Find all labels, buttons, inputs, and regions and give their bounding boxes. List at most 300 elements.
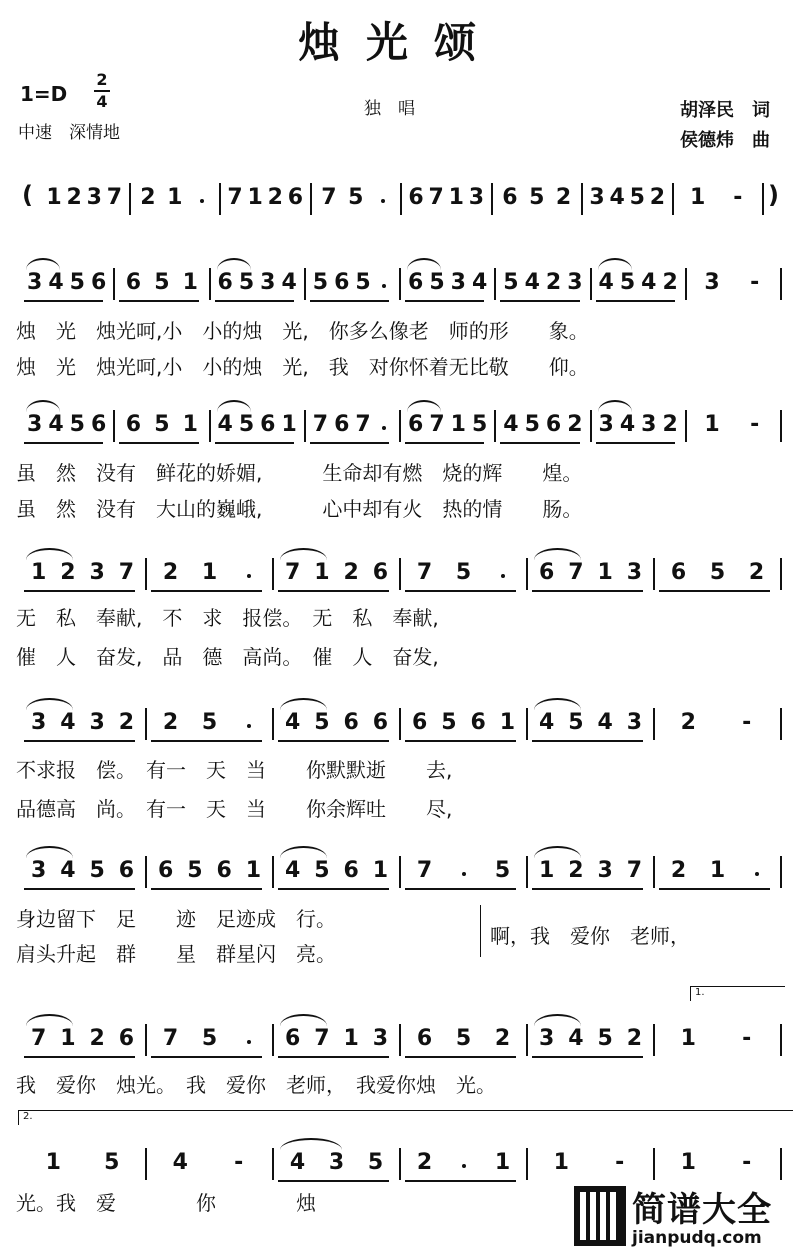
note-number: 5 [529,185,545,210]
note-number: 1 [182,270,198,295]
slur-arc [280,1138,342,1150]
bar-line [685,268,687,300]
bar-line [145,856,147,888]
bar-line [145,558,147,590]
note-number: 6 [334,412,350,437]
note-number: 6 [416,1026,433,1051]
beam-underline [24,590,135,592]
note-number: 7 [106,185,123,210]
lyric-line: 身边留下 足 迹 足迹成 行。 [16,907,336,931]
note-number: 3 [468,185,485,210]
bar-line [145,1148,147,1180]
note-number: 6 [538,560,555,585]
slur-arc [534,846,581,858]
note-number: 2 [555,185,572,210]
watermark-name: 简谱大全 [632,1190,772,1230]
slur-arc [407,258,441,270]
refrain-bracket [480,905,481,957]
bar-line [653,856,655,888]
beam-underline [500,300,579,302]
lyric-line: 无 私 奉献, 不 求 报偿。 无 私 奉献, [16,606,439,630]
note-number: 1 [709,858,726,883]
beam-underline [278,1180,389,1182]
note-number: 7 [227,185,243,210]
slur-arc [217,400,251,412]
note-number: 6 [157,858,174,883]
note-number: 6 [670,560,687,585]
slur-arc [534,1014,581,1026]
beam-underline [310,442,389,444]
note-number: 3 [89,710,105,735]
note-number: 7 [416,858,433,883]
bar-line [399,268,401,300]
beam-underline [532,1056,643,1058]
note-number: 5 [238,270,255,295]
watermark-url: jianpudq.com [632,1228,762,1248]
note-number: 5 [629,185,645,210]
open-paren: ( [22,181,33,209]
note-number: 1 [448,185,464,210]
note-number: 1 [704,412,720,437]
note-number: 2 [118,710,135,735]
note-number: 1 [450,412,466,437]
lyricist-credit: 胡泽民 词 [680,100,770,121]
note-number: 2 [567,412,583,437]
note-number: 7 [162,1026,179,1051]
note-number: 3 [598,412,614,437]
note-number: 2 [748,560,765,585]
bar-line [653,1148,655,1180]
note-number: 2 [670,858,687,883]
beam-underline [215,300,294,302]
note-number: 4 [538,710,555,735]
slur-arc [407,400,441,412]
extension-dash: - [234,1150,244,1175]
note-number: 7 [355,412,371,437]
bar-line [590,268,592,300]
note-number: 1 [45,1150,61,1175]
note-number: 2 [162,710,179,735]
lyric-line: 光。我 爱 你 烛 [16,1191,316,1215]
note-number: 5 [104,1150,120,1175]
note-number: 6 [372,560,389,585]
bar-line [272,1148,274,1180]
bar-line [653,1024,655,1056]
extension-dash: - [742,1150,752,1175]
note-number: 1 [46,185,62,210]
note-number: 1 [245,858,262,883]
note-number: 3 [30,858,47,883]
note-number: 4 [60,710,76,735]
bar-line [780,1148,782,1180]
augmentation-dot [462,1164,466,1168]
slur-arc [26,548,73,560]
volta-bracket: 2. [18,1110,793,1125]
extension-dash: - [750,412,760,437]
note-number: 6 [411,710,428,735]
bar-line [272,856,274,888]
note-number: 2 [545,270,562,295]
note-number: 6 [502,185,518,210]
beam-underline [310,300,389,302]
bar-line [581,183,583,215]
note-number: 5 [429,270,445,295]
note-number: 3 [567,270,583,295]
note-number: 3 [450,270,466,295]
note-number: 1 [281,412,297,437]
note-number: 6 [118,1026,135,1051]
watermark [574,1182,794,1252]
note-number: 6 [216,858,232,883]
note-number: 7 [314,1026,330,1051]
beam-underline [215,442,294,444]
bar-line [494,268,496,300]
bar-line [653,708,655,740]
note-number: 3 [538,1026,555,1051]
note-number: 1 [343,1026,359,1051]
performance-style: 独 唱 [364,99,415,119]
slur-arc [26,698,73,710]
note-number: 1 [60,1026,76,1051]
augmentation-dot [382,426,386,430]
refrain-lyric: 啊，我 爱你 老师， [490,924,690,948]
beam-underline [405,590,516,592]
note-number: 3 [27,412,43,437]
note-number: 4 [217,412,233,437]
note-number: 1 [689,185,706,210]
note-number: 5 [524,412,540,437]
note-number: 1 [553,1150,569,1175]
note-number: 3 [86,185,102,210]
note-number: 4 [60,858,76,883]
note-number: 3 [626,710,643,735]
beam-underline [532,888,643,890]
note-number: 2 [568,858,584,883]
slur-arc [534,548,581,560]
note-number: 4 [503,412,519,437]
note-number: 1 [597,560,613,585]
beam-underline [24,1056,135,1058]
note-number: 2 [494,1026,511,1051]
bar-line [113,410,115,442]
bar-line [526,558,528,590]
slur-arc [26,400,60,412]
note-number: 6 [125,412,142,437]
note-number: 3 [30,710,47,735]
beam-underline [405,300,484,302]
bar-line [780,708,782,740]
note-number: 5 [187,858,203,883]
slur-arc [598,400,632,412]
note-number: 3 [89,560,105,585]
note-number: 5 [441,710,457,735]
note-number: 1 [372,858,389,883]
note-number: 6 [408,185,424,210]
augmentation-dot [755,872,759,876]
bar-line [491,183,493,215]
bar-line [399,410,401,442]
note-number: 3 [626,560,643,585]
note-number: 4 [641,270,657,295]
note-number: 1 [680,1026,696,1051]
note-number: 4 [281,270,297,295]
note-number: 2 [680,710,696,735]
beam-underline [405,1180,516,1182]
bar-line [145,708,147,740]
slur-arc [26,258,60,270]
note-number: 5 [154,270,170,295]
beam-underline [151,1056,262,1058]
bar-line [780,856,782,888]
lyric-line: 不求报 偿。 有一 天 当 你默默逝 去, [16,758,453,782]
time-signature [92,70,112,112]
slur-arc [534,698,581,710]
note-number: 5 [355,270,371,295]
augmentation-dot [462,872,466,876]
note-number: 2 [626,1026,643,1051]
note-number: 3 [260,270,276,295]
note-number: 6 [545,412,562,437]
bar-line [272,558,274,590]
note-number: 5 [238,412,255,437]
note-number: 1 [167,185,183,210]
bar-line [399,708,401,740]
song-title: 烛光颂 [297,18,502,67]
beam-underline [405,442,484,444]
note-number: 6 [287,185,304,210]
beam-underline [659,590,770,592]
bar-line [526,1024,528,1056]
beam-underline [278,888,389,890]
bar-line [780,1024,782,1056]
bar-line [653,558,655,590]
beam-underline [278,1056,389,1058]
note-number: 5 [69,270,85,295]
augmentation-dot [501,574,505,578]
bar-line [272,1024,274,1056]
bar-line [145,1024,147,1056]
lyric-line: 我 爱你 烛光。 我 爱你 老师， 我爱你烛 光。 [16,1073,496,1097]
beam-underline [278,740,389,742]
note-number: 7 [30,1026,47,1051]
note-number: 5 [494,858,511,883]
note-number: 7 [321,185,337,210]
note-number: 3 [597,858,613,883]
beam-underline [596,300,675,302]
lyric-line: 肩头升起 群 星 群星闪 亮。 [16,942,336,966]
note-number: 2 [416,1150,433,1175]
note-number: 2 [162,560,179,585]
bar-line [113,268,115,300]
augmentation-dot [382,284,386,288]
note-number: 6 [408,412,424,437]
augmentation-dot [381,199,385,203]
note-number: 3 [372,1026,389,1051]
note-number: 1 [182,412,198,437]
note-number: 1 [499,710,516,735]
beam-underline [119,300,198,302]
note-number: 3 [589,185,605,210]
slur-arc [26,846,73,858]
note-number: 6 [217,270,233,295]
note-number: 5 [314,858,330,883]
bar-line [590,410,592,442]
extension-dash: - [742,1026,752,1051]
note-number: 4 [598,270,614,295]
bar-line [310,183,312,215]
extension-dash: - [733,185,743,210]
slur-arc [280,1014,327,1026]
note-number: 5 [455,560,472,585]
extension-dash: - [750,270,760,295]
note-number: 4 [289,1150,306,1175]
note-number: 7 [626,858,643,883]
bar-line [219,183,221,215]
close-paren: ) [768,181,779,209]
note-number: 6 [343,858,359,883]
lyric-line: 催 人 奋发, 品 德 高尚。 催 人 奋发, [16,645,439,669]
time-denominator: 4 [96,92,108,111]
note-number: 2 [649,185,666,210]
beam-underline [119,442,198,444]
note-number: 6 [90,412,107,437]
note-number: 5 [503,270,519,295]
bar-line [780,558,782,590]
note-number: 6 [125,270,142,295]
note-number: 5 [709,560,726,585]
slur-arc [26,1014,73,1026]
bar-line [685,410,687,442]
beam-underline [405,740,516,742]
note-number: 1 [494,1150,511,1175]
note-number: 1 [314,560,330,585]
bar-line [399,1024,401,1056]
note-number: 5 [69,412,85,437]
note-number: 4 [471,270,488,295]
beam-underline [532,590,643,592]
note-number: 6 [334,270,350,295]
key-signature: 1=D [20,82,68,106]
extension-dash: - [742,710,752,735]
beam-underline [278,590,389,592]
beam-underline [532,740,643,742]
beam-underline [659,888,770,890]
composer-credit: 侯德炜 曲 [680,130,770,151]
note-number: 5 [312,270,329,295]
bar-line [399,856,401,888]
bar-line [526,708,528,740]
note-number: 5 [471,412,488,437]
note-number: 5 [597,1026,613,1051]
augmentation-dot [247,574,251,578]
lyric-line: 虽 然 没有 鲜花的娇媚, 生命却有燃 烧的辉 煌。 [16,461,583,485]
note-number: 5 [455,1026,472,1051]
note-number: 2 [66,185,82,210]
note-number: 3 [704,270,720,295]
bar-line [272,708,274,740]
note-number: 6 [343,710,359,735]
extension-dash: - [615,1150,625,1175]
bar-line [526,1148,528,1180]
note-number: 5 [201,1026,218,1051]
note-number: 1 [30,560,47,585]
note-number: 2 [267,185,283,210]
note-number: 6 [284,1026,301,1051]
note-number: 5 [154,412,170,437]
slur-arc [598,258,632,270]
note-number: 2 [662,270,678,295]
bar-line [209,268,211,300]
beam-underline [24,888,135,890]
note-number: 7 [312,412,329,437]
time-numerator: 2 [96,70,108,89]
bar-line [494,410,496,442]
beam-underline [24,740,135,742]
note-number: 5 [568,710,584,735]
augmentation-dot [247,1040,251,1044]
bar-line [129,183,131,215]
note-number: 3 [641,412,657,437]
note-number: 1 [201,560,218,585]
beam-underline [24,442,103,444]
tempo-marking: 中速 深情地 [18,123,120,143]
bar-line [762,183,764,215]
bar-line [672,183,674,215]
note-number: 7 [118,560,135,585]
bar-line [209,410,211,442]
piano-logo-icon [574,1186,626,1246]
note-number: 5 [367,1150,384,1175]
beam-underline [405,888,516,890]
beam-underline [24,300,103,302]
note-number: 4 [597,710,613,735]
note-number: 4 [568,1026,584,1051]
note-number: 5 [314,710,330,735]
note-number: 6 [408,270,424,295]
bar-line [780,268,782,300]
note-number: 4 [48,412,64,437]
bar-line [526,856,528,888]
note-number: 6 [260,412,276,437]
lyric-line: 烛 光 烛光呵,小 小的烛 光, 我 对你怀着无比敬 仰。 [16,355,589,379]
note-number: 2 [140,185,156,210]
note-number: 7 [428,185,444,210]
note-number: 5 [348,185,364,210]
note-number: 5 [201,710,218,735]
beam-underline [500,442,579,444]
beam-underline [151,888,262,890]
note-number: 7 [284,560,301,585]
note-number: 2 [89,1026,105,1051]
bar-line [399,558,401,590]
note-number: 6 [118,858,135,883]
note-number: 4 [172,1150,188,1175]
note-number: 3 [27,270,43,295]
note-number: 4 [619,412,636,437]
augmentation-dot [200,199,204,203]
note-number: 1 [538,858,555,883]
slur-arc [217,258,251,270]
beam-underline [151,740,262,742]
slur-arc [280,846,327,858]
note-number: 4 [524,270,540,295]
bar-line [304,268,306,300]
note-number: 4 [48,270,64,295]
lyric-line: 虽 然 没有 大山的巍峨, 心中却有火 热的情 肠。 [16,497,583,521]
beam-underline [405,1056,516,1058]
note-number: 3 [328,1150,345,1175]
volta-bracket: 1. [690,986,785,1001]
